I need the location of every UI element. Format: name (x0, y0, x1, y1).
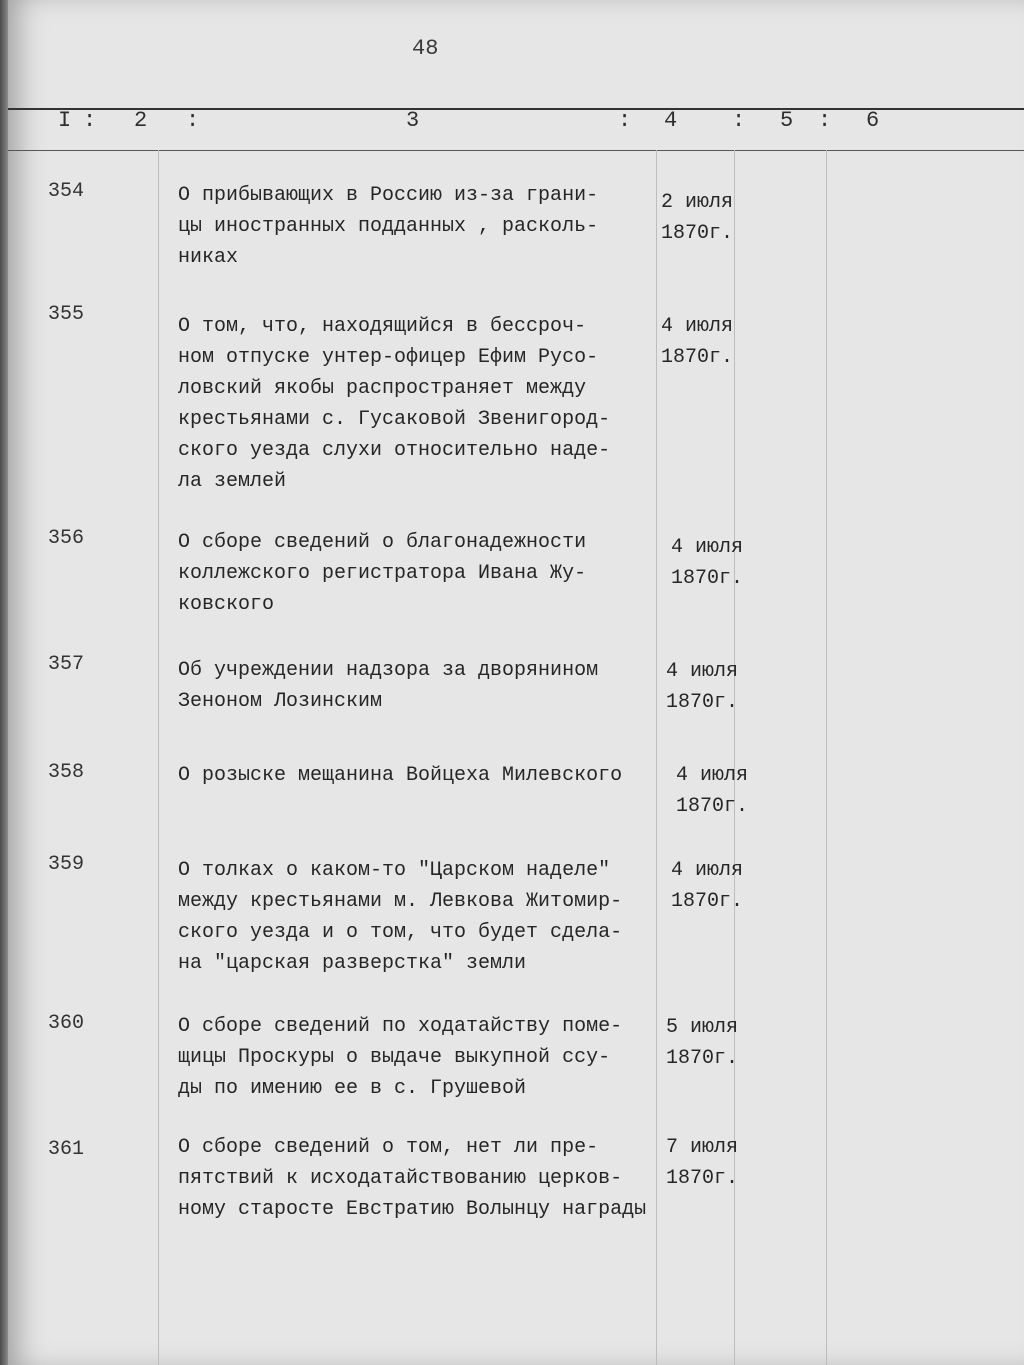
row-number: 356 (48, 527, 85, 550)
row-date: 4 июля 1870г. (660, 315, 733, 369)
row-date: 4 июля 1870г. (675, 764, 748, 818)
row-number: 357 (48, 653, 85, 676)
column-header-separator: : (83, 108, 97, 133)
row-number: 361 (48, 1138, 85, 1161)
column-header-6: 6 (866, 108, 880, 133)
column-header-separator: : (186, 108, 200, 133)
row-description: О прибывающих в Россию из-за грани- цы иностранных подданных , расколь- никах (178, 184, 599, 269)
row-number: 354 (48, 180, 85, 203)
row-description: О розыске мещанина Войцеха Милевского (178, 764, 623, 787)
column-header-separator: : (618, 108, 632, 133)
row-date: 2 июля 1870г. (660, 191, 733, 245)
row-description: О том, что, находящийся в бессроч- ном отпуске унтер-офицер Ефим Русо- ловский якобы распространяет между крестьянами с. Гусаковой Звенигород- ского уезда слухи относительно наде- ла землей (178, 315, 611, 493)
page-number: 48 (412, 36, 439, 61)
column-header-3: 3 (406, 108, 420, 133)
row-description: О сборе сведений о том, нет ли пре- пятствий к исходатайствованию церков- ному старосте Евстратию Волынцу награды (178, 1136, 647, 1221)
row-description: О сборе сведений по ходатайству поме- щицы Проскуры о выдаче выкупной ссу- ды по имению ее в с. Грушевой (178, 1015, 623, 1100)
row-description: О толках о каком-то "Царском наделе" между крестьянами м. Левкова Житомир- ского уезда и о том, что будет сдела- на "царская разверстка" земли (178, 859, 623, 975)
row-date: 7 июля 1870г. (665, 1136, 738, 1190)
row-number: 358 (48, 761, 85, 784)
row-date: 4 июля 1870г. (670, 536, 743, 590)
header-bottom-rule (8, 150, 1024, 151)
document-page (8, 0, 1024, 1365)
row-number: 359 (48, 853, 85, 876)
row-description: Об учреждении надзора за дворянином Зеноном Лозинским (178, 659, 599, 713)
column-header-2: 2 (134, 108, 148, 133)
column-header-5: 5 (780, 108, 794, 133)
row-description: О сборе сведений о благонадежности коллежского регистратора Ивана Жу- ковского (178, 531, 587, 616)
row-date: 4 июля 1870г. (670, 859, 743, 913)
column-header-separator: : (818, 108, 832, 133)
column-rule (158, 150, 159, 1365)
column-rule (826, 150, 827, 1365)
row-number: 360 (48, 1012, 85, 1035)
column-header-1: I (58, 108, 72, 133)
column-header-4: 4 (664, 108, 678, 133)
row-date: 4 июля 1870г. (665, 660, 738, 714)
row-number: 355 (48, 303, 85, 326)
row-date: 5 июля 1870г. (665, 1016, 738, 1070)
column-header-separator: : (732, 108, 746, 133)
binding-edge (0, 0, 8, 1365)
